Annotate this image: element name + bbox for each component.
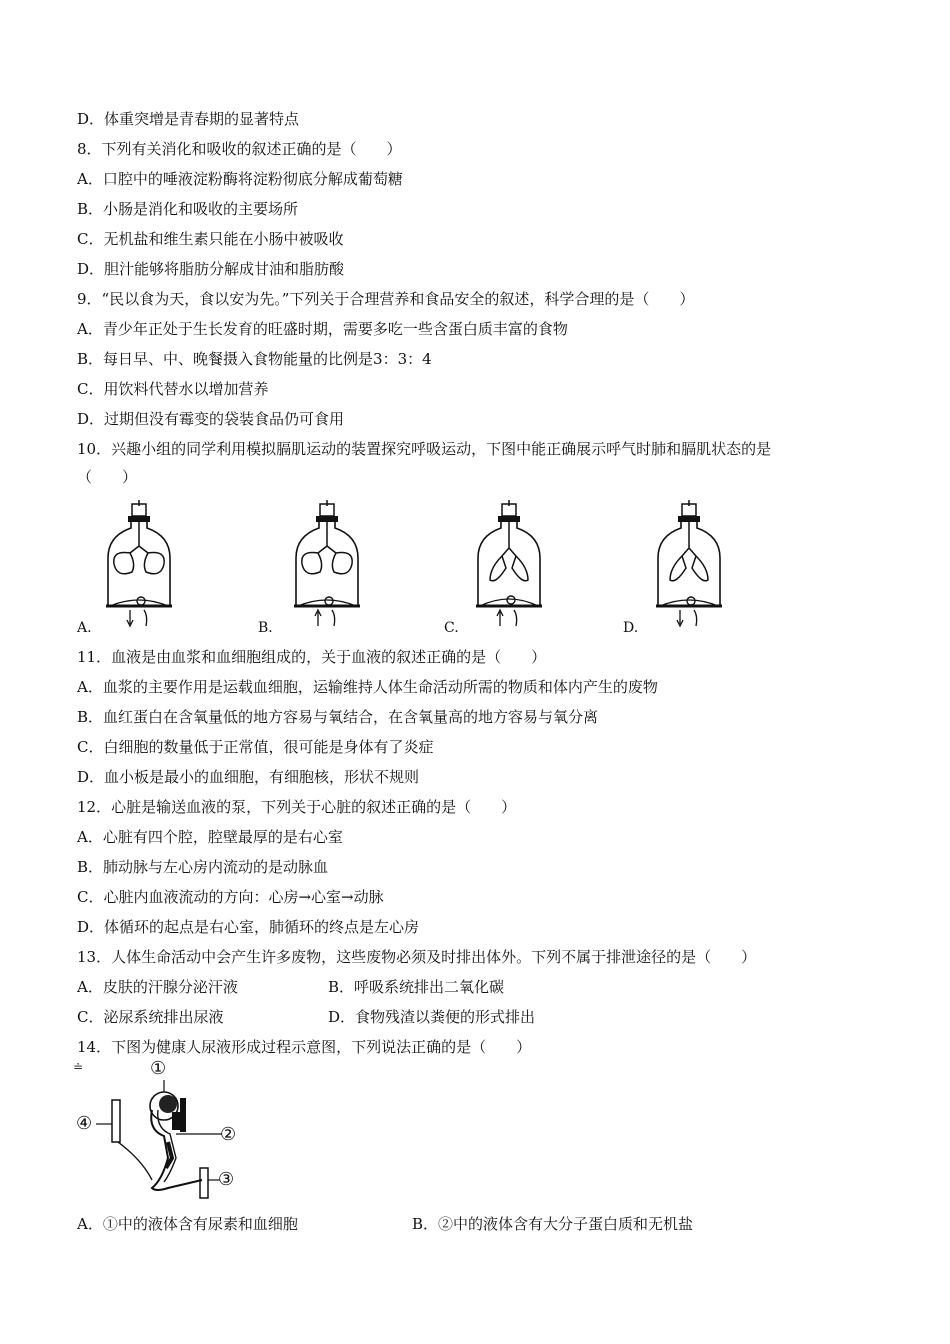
q14-label-3: ③ — [218, 1169, 235, 1190]
q12-option-c: C．心脏内血液流动的方向：心房→心室→动脉 — [77, 888, 384, 906]
q9-option-c: C．用饮料代替水以增加营养 — [77, 380, 269, 398]
q9-stem: 9．“民以食为天，食以安为先。”下列关于合理营养和食品安全的叙述，科学合理的是（ ） — [77, 290, 695, 308]
q12-option-a: A．心脏有四个腔，腔壁最厚的是右心室 — [77, 828, 343, 846]
q11-option-c: C．白细胞的数量低于正常值，很可能是身体有了炎症 — [77, 738, 434, 756]
q10-answer-blank: （ ） — [77, 468, 138, 486]
q8-option-b: B．小肠是消化和吸收的主要场所 — [77, 200, 299, 218]
q13-option-b: B．呼吸系统排出二氧化碳 — [328, 978, 505, 996]
q11-option-b: B．血红蛋白在含氧量低的地方容易与氧结合，在含氧量高的地方容易与氧分离 — [77, 708, 599, 726]
q13-option-a: A．皮肤的汗腺分泌汗液 — [77, 978, 238, 996]
model-b — [294, 500, 360, 626]
q14-option-b: B．②中的液体含有大分子蛋白质和无机盐 — [412, 1215, 694, 1233]
q8-stem: 8．下列有关消化和吸收的叙述正确的是（ ） — [77, 140, 402, 158]
q12-stem: 12．心脏是输送血液的泵，下列关于心脏的叙述正确的是（ ） — [77, 798, 517, 816]
q11-stem: 11．血液是由血浆和血细胞组成的，关于血液的叙述正确的是（ ） — [77, 648, 547, 666]
q12-option-d: D．体循环的起点是右心室，肺循环的终点是左心房 — [77, 918, 420, 936]
q14-label-4: ④ — [76, 1113, 93, 1134]
q14-stem: 14．下图为健康人尿液形成过程示意图，下列说法正确的是（ ） — [77, 1038, 532, 1056]
q10-label-d: D. — [623, 620, 639, 636]
q10-figure — [100, 498, 740, 638]
q14-corner-mark: ≐ — [73, 1060, 84, 1074]
q14-option-a: A．①中的液体含有尿素和血细胞 — [77, 1215, 298, 1233]
q8-option-c: C．无机盐和维生素只能在小肠中被吸收 — [77, 230, 344, 248]
q9-option-a: A．青少年正处于生长发育的旺盛时期，需要多吃一些含蛋白质丰富的食物 — [77, 320, 568, 338]
q11-option-d: D．血小板是最小的血细胞，有细胞核，形状不规则 — [77, 768, 420, 786]
model-d — [656, 500, 722, 626]
q14-label-1: ① — [150, 1058, 167, 1079]
q10-stem: 10．兴趣小组的同学利用模拟膈肌运动的装置探究呼吸运动，下图中能正确展示呼气时肺和膈肌状态的是 — [77, 440, 772, 458]
q13-option-d: D．食物残渣以粪便的形式排出 — [328, 1008, 536, 1026]
q12-option-b: B．肺动脉与左心房内流动的是动脉血 — [77, 858, 329, 876]
q8-option-a: A．口腔中的唾液淀粉酶将淀粉彻底分解成葡萄糖 — [77, 170, 403, 188]
q13-option-c: C．泌尿系统排出尿液 — [77, 1008, 224, 1026]
q14-label-2: ② — [220, 1124, 237, 1145]
model-c — [476, 500, 542, 626]
q9-option-b: B．每日早、中、晚餐摄入食物能量的比例是3：3：4 — [77, 350, 432, 368]
q13-stem: 13．人体生命活动中会产生许多废物，这些废物必须及时排出体外。下列不属于排泄途径的是（ ） — [77, 948, 757, 966]
q10-label-c: C. — [444, 620, 459, 636]
q11-option-a: A．血浆的主要作用是运载血细胞，运输维持人体生命活动所需的物质和体内产生的废物 — [77, 678, 658, 696]
q8-option-d: D．胆汁能够将脂肪分解成甘油和脂肪酸 — [77, 260, 345, 278]
q9-option-d: D．过期但没有霉变的袋装食品仍可食用 — [77, 410, 345, 428]
q7-option-d: D．体重突增是青春期的显著特点 — [77, 110, 300, 128]
model-a — [106, 500, 172, 626]
q10-label-a: A. — [77, 620, 92, 636]
bell-jar-models — [100, 498, 740, 638]
q10-label-b: B. — [258, 620, 273, 636]
